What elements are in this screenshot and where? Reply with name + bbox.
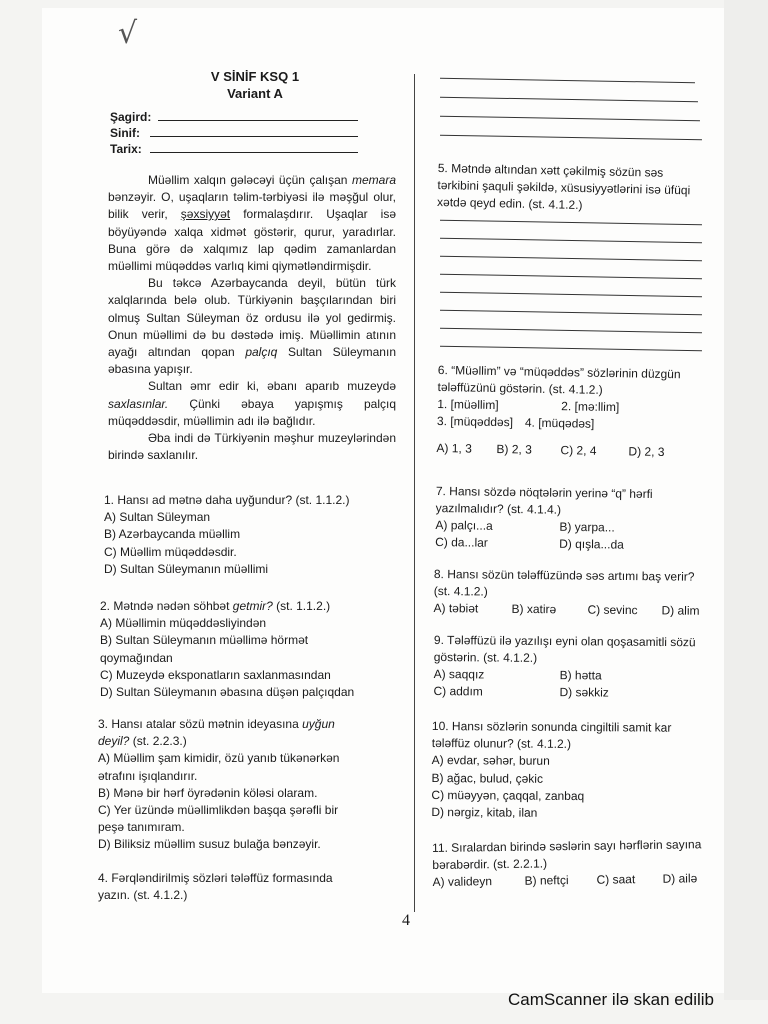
reading-text <box>108 172 396 464</box>
option: A) Müəllim şam kimidir, özü yanıb tükənərkən <box>98 751 340 766</box>
question-1: 1. Hansı ad mətnə daha uyğundur? (st. 1.1.2.) A) Sultan Süleyman B) Azərbaycanda müəllim C) Müəllim müqəddəsdir. D) Sultan Süleymanın müəllimi <box>104 492 349 578</box>
column-divider <box>414 74 415 912</box>
option: A) Müəllimin müqəddəsliyindən <box>100 616 267 631</box>
option: A) evdar, səhər, burun <box>431 753 550 769</box>
answer-options: A) 1, 3 B) 2, 3 C) 2, 4 D) 2, 3 <box>436 441 665 460</box>
check-mark: √ <box>118 16 138 51</box>
question-6: 6. “Müəllim” və “müqəddəs” sözlərinin düzgün tələffüzünü göstərin. (st. 4.1.2.) 1. [müəllim] 2. [mə:llim] 3. [müqəddəs] 4. [müqədəs] A) 1, 3 B) 2, 3 C) 2, 4 D) 2, 3 <box>436 362 700 462</box>
option: C) Müəllim müqəddəsdir. <box>104 544 237 559</box>
option: ətrafını işıqlandırır. <box>98 768 198 783</box>
option: B) ağac, bulud, çəkic <box>431 770 544 786</box>
page-title <box>160 68 350 102</box>
option: C) Yer üzündə müəllimlikdən başqa şərəfli bir <box>98 803 339 818</box>
option: D) nərgiz, kitab, ilan <box>431 805 538 820</box>
question-2: 2. Mətndə nədən söhbət getmir? (st. 1.1.2.) A) Müəllimin müqəddəsliyindən B) Sultan Süleymanın müəllimə hörmət qoymağından C) Muzeydə eksponatların saxlanmasından D) Sultan Süleymanın əbasına düşən palçıqdan <box>100 598 354 701</box>
class-field-line <box>150 136 358 137</box>
paragraph-1: Müəllim xalqın gələcəyi üçün çalışan memara bənzəyir. O, uşaqların təlim-tərbiyəsi ilə məşğul olur, bilik verir, şəxsiyyət formalaşdırır. Uşaqlar isə böyüyəndə xalqa xidmət göstərir, qurur, yaradırlar. Buna görə də xalqımız lap qədim zamanlardan müəllimi müqəddəs varlıq kimi qiymətləndirmişdir. <box>108 173 396 274</box>
question-3: 3. Hansı atalar sözü mətnin ideyasına uyğun deyil? (st. 2.2.3.) A) Müəllim şam kimidir, özü yanıb tükənərkən ətrafını işıqlandırır. B) Mənə bir hərf öyrədənin köləsi olaram. C) Yer üzündə müəllimlikdən başqa şərəfli bir peşə tanımıram. D) Biliksiz müəllim susuz bulağa bənzəyir. <box>98 716 339 854</box>
option: C) Muzeydə eksponatların saxlanmasından <box>100 667 331 682</box>
class-field-label: Sinif: <box>110 126 140 140</box>
option: D) Biliksiz müəllim susuz bulağa bənzəyir. <box>98 837 321 852</box>
question-7: 7. Hansı sözdə nöqtələrin yerinə “q” hərfi yazılmalıdır? (st. 4.1.4.) A) palçı...a B) yarpa... C) da...lar D) qışla...da <box>435 483 653 553</box>
option: C) müəyyən, çaqqal, zanbaq <box>431 787 585 803</box>
option: A) Sultan Süleyman <box>104 510 211 525</box>
student-field-line <box>158 120 358 121</box>
option: D) Sultan Süleymanın əbasına düşən palçıqdan <box>100 685 355 700</box>
phonetic-items-row2: 3. [müqəddəs] 4. [müqədəs] <box>436 414 595 432</box>
page-number: 4 <box>402 912 410 929</box>
student-field-label: Şagird: <box>110 110 152 124</box>
question-5: 5. Mətndə altından xətt çəkilmiş sözün səs tərkibini şaquli şəkildə, xüsusiyyətlərini isə üfüqi xətdə qeyd edin. (st. 4.1.2.) <box>436 160 691 213</box>
question-9: 9. Tələffüzü ilə yazılışı eyni olan qoşasamitli sözü göstərin. (st. 4.1.2.) A) saqqız B) hətta C) addım D) səkkiz <box>433 632 696 700</box>
phonetic-items-row1: 1. [müəllim] 2. [mə:llim] <box>437 397 620 415</box>
date-field-label: Tarix: <box>110 142 142 156</box>
question-11: 11. Sıralardan birində səslərin sayı hərflərin sayına bərabərdir. (st. 2.2.1.) A) valideyn B) neftçi C) saat D) ailə <box>432 837 702 890</box>
scanner-watermark: CamScanner ilə skan edilib <box>508 990 714 1009</box>
question-10: 10. Hansı sözlərin sonunda cingiltili samit kar tələffüz olunur? (st. 4.1.2.) A) evdar, səhər, burun B) ağac, bulud, çəkic C) müəyyən, çaqqal, zanbaq D) nərgiz, kitab, ilan <box>431 718 696 823</box>
paragraph-2: Bu təkcə Azərbaycanda deyil, bütün türk xalqlarında belə olub. Türkiyənin başçılarından biri olmuş Sultan Süleyman öz ordusu ilə yol gedirmiş. Onun müəllimi də bu dəstədə imiş. Müəllimin atının ayağı altından qopan palçıq Sultan Süleymanın əbasına yapışır. <box>108 276 396 377</box>
option: B) Sultan Süleymanın müəllimə hörmət <box>100 633 309 648</box>
option: B) Azərbaycanda müəllim <box>104 527 241 542</box>
variant-text: Variant A <box>227 86 283 101</box>
paragraph-4: Əba indi də Türkiyənin məşhur muzeylərindən birində saxlanılır. <box>108 431 396 463</box>
title-text: V SİNİF KSQ 1 <box>210 69 300 84</box>
paragraph-3: Sultan əmr edir ki, əbanı aparıb muzeydə saxlasınlar. Çünki əbaya yapışmış palçıq müqəddəsdir, müəllimin adı ilə bağlıdır. <box>108 379 396 428</box>
question-4: 4. Fərqləndirilmiş sözləri tələffüz formasında yazın. (st. 4.1.2.) <box>98 871 333 903</box>
question-8: 8. Hansı sözün tələffüzündə səs artımı baş verir? (st. 4.1.2.) A) təbiət B) xatirə C) sevinc D) alim <box>433 566 700 619</box>
option: peşə tanımıram. <box>98 820 185 835</box>
option: B) Mənə bir hərf öyrədənin köləsi olaram. <box>98 785 318 800</box>
option: D) Sultan Süleymanın müəllimi <box>104 561 269 576</box>
option: qoymağından <box>100 650 173 665</box>
scan-edge-shadow <box>724 0 768 1000</box>
date-field-line <box>150 152 358 153</box>
